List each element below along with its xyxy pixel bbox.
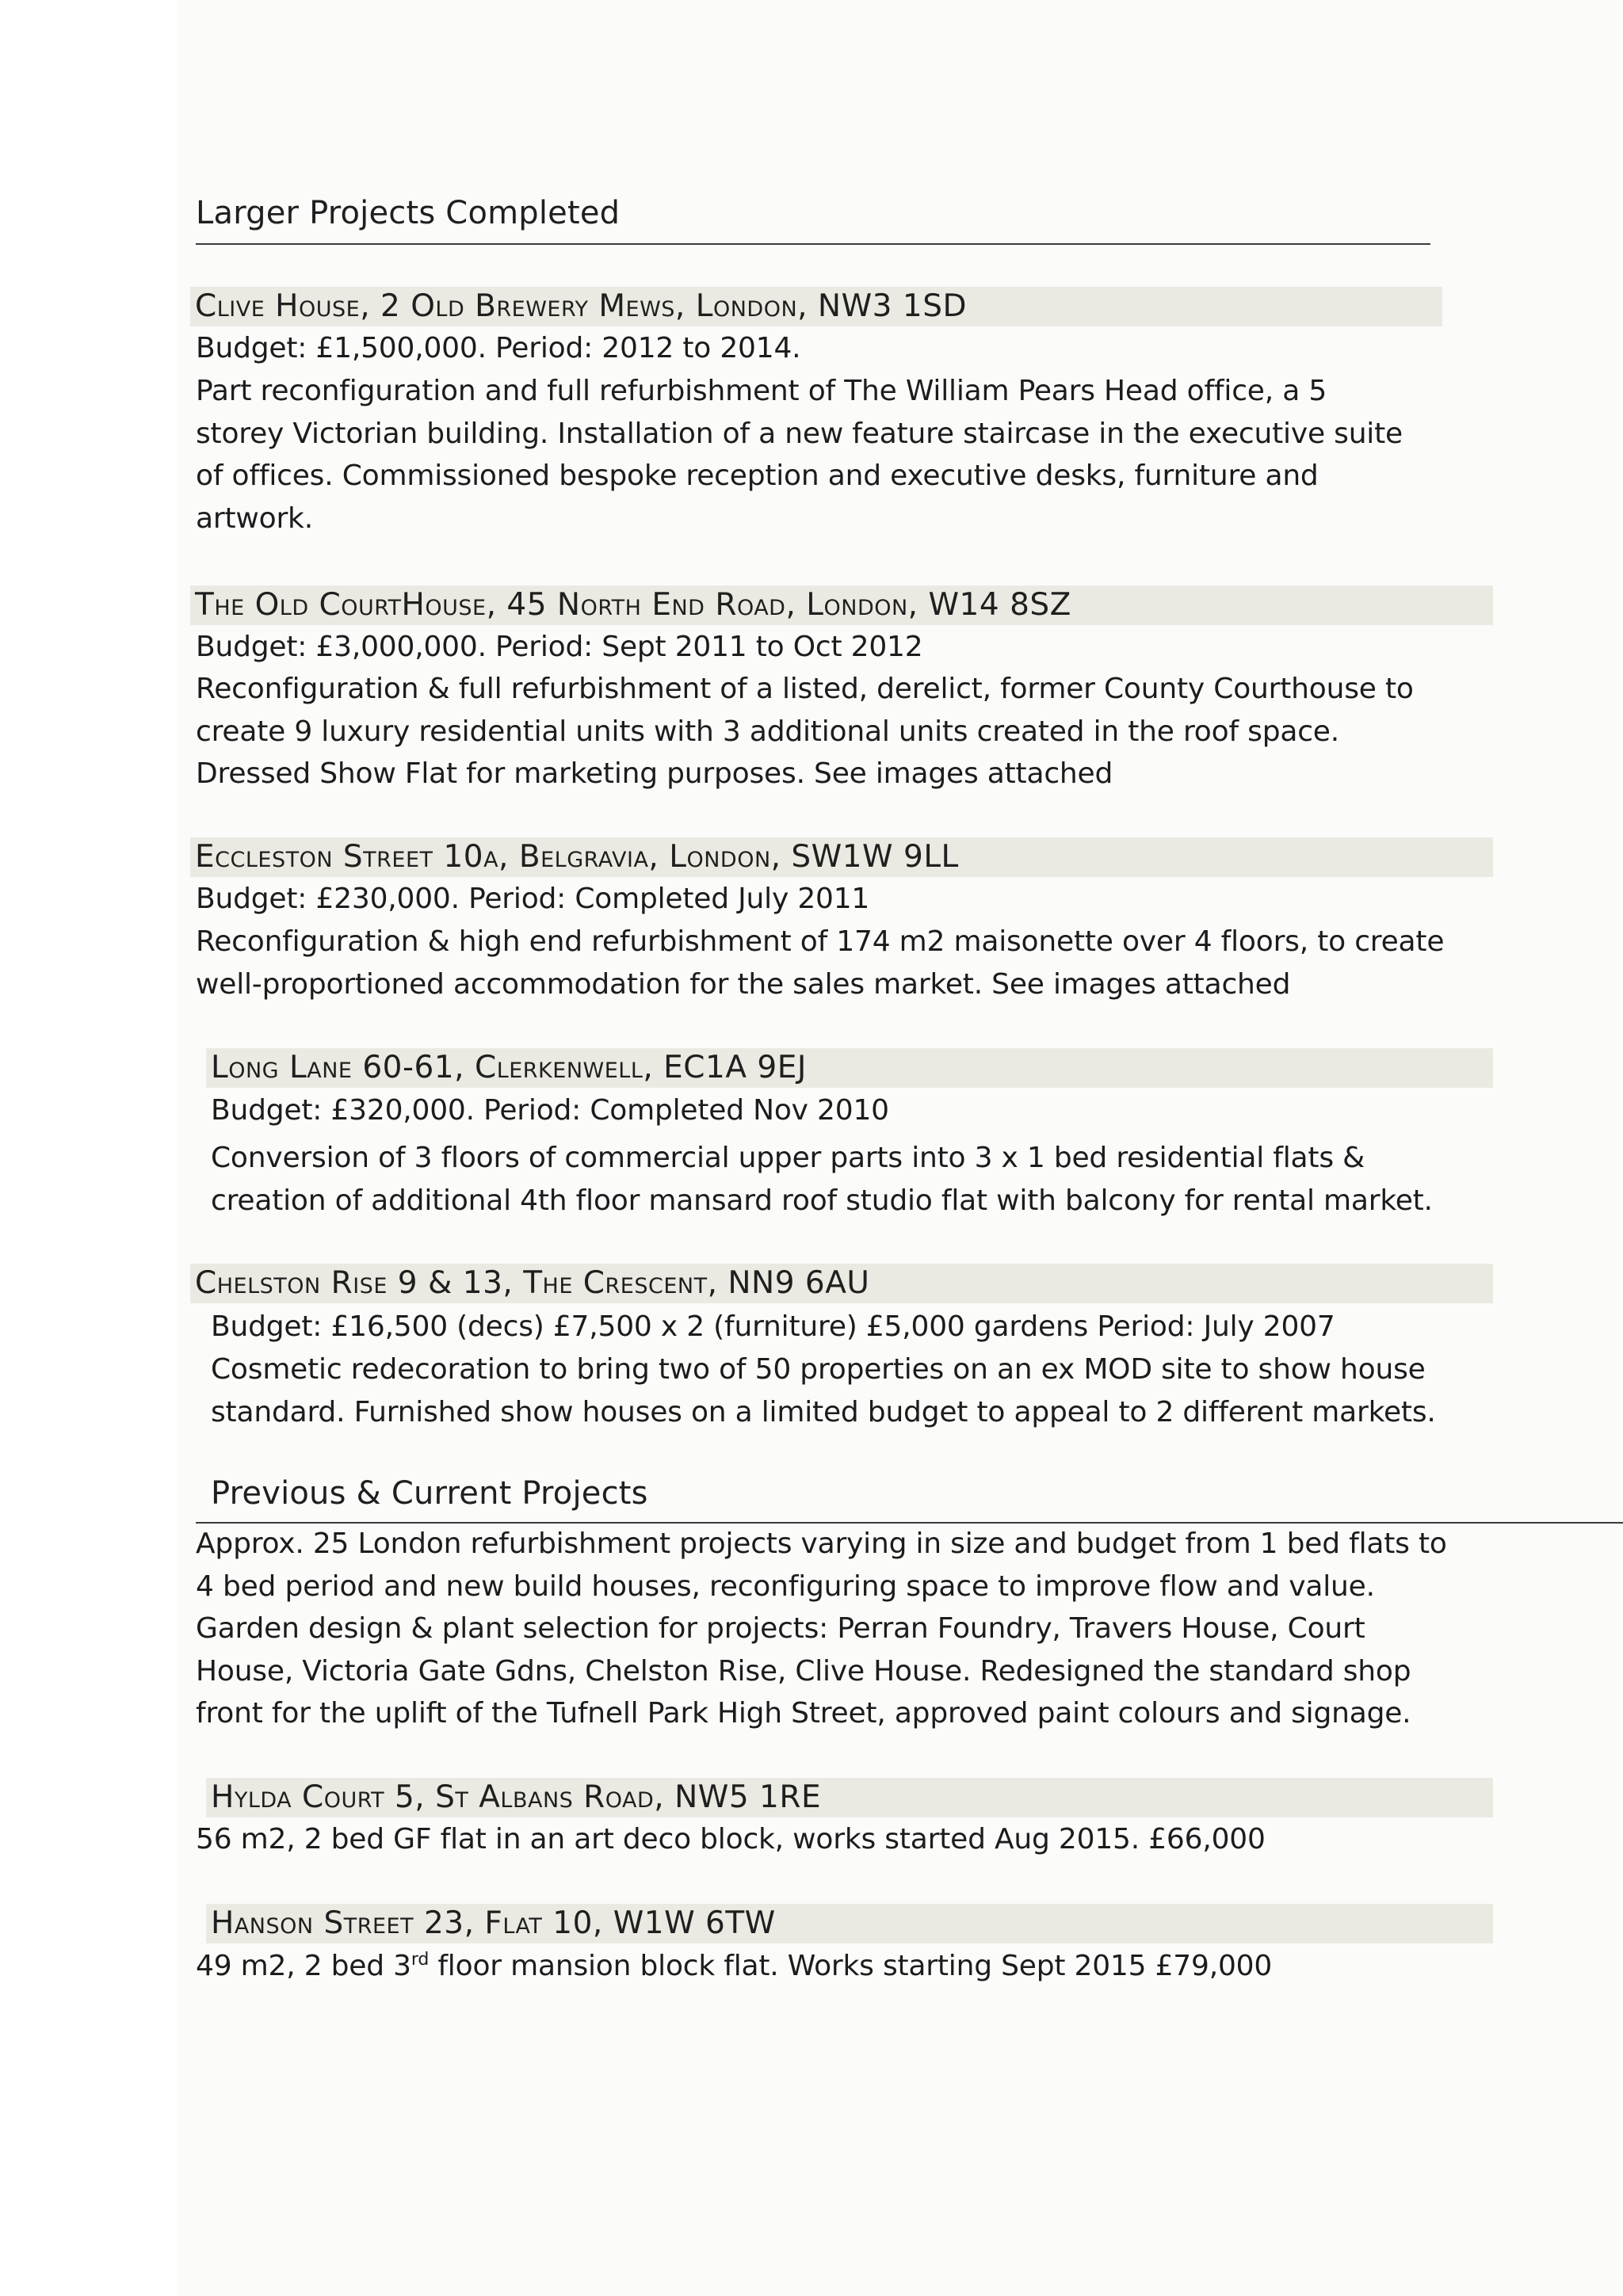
hanson-description-ordinal: rd bbox=[411, 1950, 430, 1970]
project-header-hanson-street: Hanson Street 23, Flat 10, W1W 6TW bbox=[206, 1904, 1493, 1943]
project-budget-long-lane: Budget: £320,000. Period: Completed Nov 2010 bbox=[211, 1094, 889, 1127]
project-header-eccleston-street: Eccleston Street 10a, Belgravia, London, SW1W 9LL bbox=[190, 837, 1493, 877]
project-header-long-lane: Long Lane 60-61, Clerkenwell, EC1A 9EJ bbox=[206, 1048, 1493, 1088]
project-description-long-lane: Conversion of 3 floors of commercial upper parts into 3 x 1 bed residential flats & creation of additional 4th floor mansard roof studio flat with balcony for rental market. bbox=[211, 1142, 1433, 1217]
project-description-old-courthouse: Reconfiguration & full refurbishment of a listed, derelict, former County Courthouse to create 9 luxury residential units with 3 additional units created in the roof space. Dressed Show Flat for marketing purposes. See images attached bbox=[196, 673, 1414, 790]
project-description-hylda-court: 56 m2, 2 bed GF flat in an art deco block, works started Aug 2015. £66,000 bbox=[196, 1823, 1266, 1855]
project-budget-chelston-rise: Budget: £16,500 (decs) £7,500 x 2 (furniture) £5,000 gardens Period: July 2007 bbox=[211, 1310, 1335, 1343]
hanson-description-start: 49 m2, 2 bed 3 bbox=[196, 1950, 411, 1982]
project-budget-eccleston-street: Budget: £230,000. Period: Completed July 2011 bbox=[196, 883, 870, 915]
previous-projects-title: Previous & Current Projects bbox=[211, 1475, 648, 1512]
project-description-clive-house: Part reconfiguration and full refurbishment of The William Pears Head office, a 5 storey Victorian building. Installation of a new feature staircase in the executive suite of offices. Commissioned bespoke reception and executive desks, furniture and artwork. bbox=[196, 375, 1403, 535]
project-description-hanson-street bbox=[196, 1945, 1272, 1988]
project-header-hylda-court: Hylda Court 5, St Albans Road, NW5 1RE bbox=[206, 1778, 1493, 1817]
hanson-description-end: floor mansion block flat. Works starting Sept 2015 £79,000 bbox=[429, 1950, 1273, 1982]
project-budget-old-courthouse: Budget: £3,000,000. Period: Sept 2011 to Oct 2012 bbox=[196, 631, 923, 663]
project-description-eccleston-street: Reconfiguration & high end refurbishment of 174 m2 maisonette over 4 floors, to create well-proportioned accommodation for the sales market. See images attached bbox=[196, 925, 1445, 1001]
project-header-clive-house: Clive House, 2 Old Brewery Mews, London, NW3 1SD bbox=[190, 287, 1442, 326]
larger-projects-rule bbox=[196, 243, 1430, 245]
larger-projects-title: Larger Projects Completed bbox=[196, 195, 621, 231]
project-header-chelston-rise: Chelston Rise 9 & 13, The Crescent, NN9 6AU bbox=[190, 1264, 1493, 1303]
project-budget-clive-house: Budget: £1,500,000. Period: 2012 to 2014. bbox=[196, 332, 801, 364]
project-header-old-courthouse: The Old CourtHouse, 45 North End Road, London, W14 8SZ bbox=[190, 585, 1493, 625]
project-description-chelston-rise: Cosmetic redecoration to bring two of 50 properties on an ex MOD site to show house standard. Furnished show houses on a limited budget to appeal to 2 different markets. bbox=[211, 1353, 1436, 1428]
previous-projects-description: Approx. 25 London refurbishment projects varying in size and budget from 1 bed flats to 4 bed period and new build houses, reconfiguring space to improve flow and value. Garden design & plant selection for projects: Perran Foundry, Travers House, Court House, Victoria Gate Gdns, Chelston Rise, Clive House. Redesigned the standard shop front for the uplift of the Tufnell Park High Street, approved paint colours and signage. bbox=[196, 1527, 1447, 1730]
